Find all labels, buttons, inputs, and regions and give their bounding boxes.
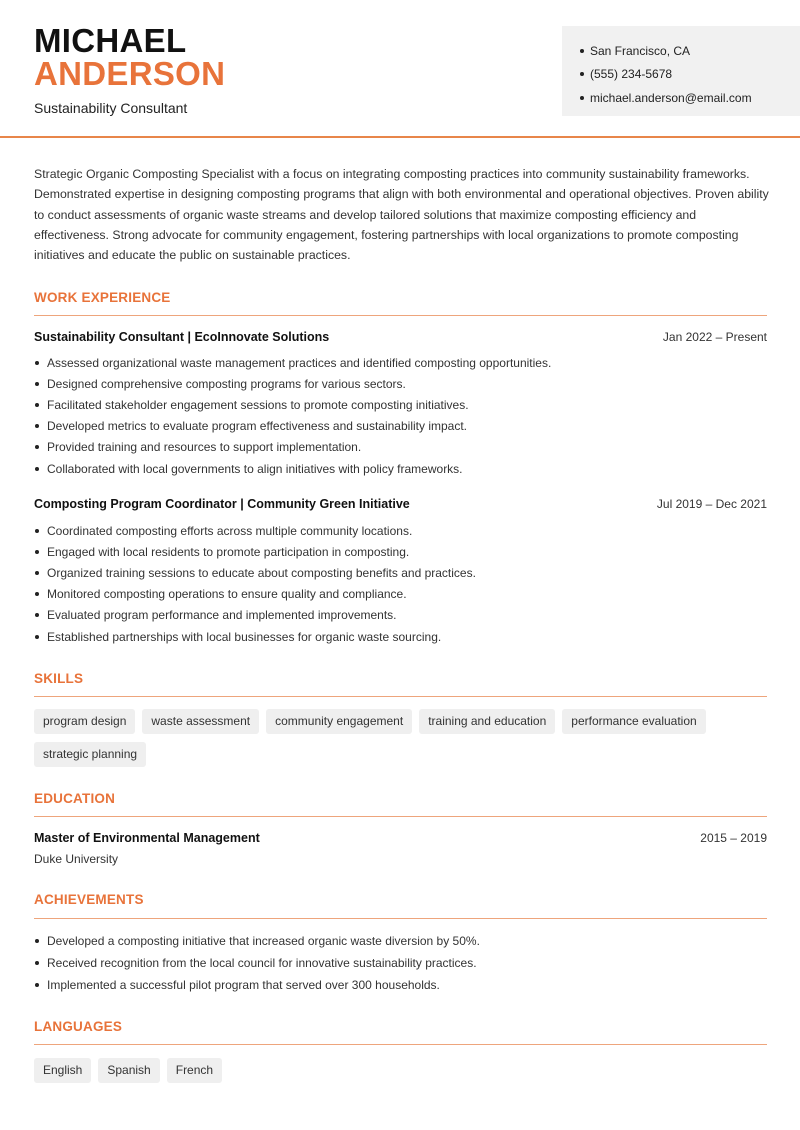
bullet-icon <box>580 49 584 53</box>
education-dates: 2015 – 2019 <box>700 831 767 845</box>
bullet-icon <box>35 361 39 365</box>
languages-list <box>34 1058 767 1083</box>
bullet-icon <box>35 592 39 596</box>
section-divider <box>34 315 767 316</box>
list-item: Engaged with local residents to promote participation in composting. <box>34 541 767 562</box>
contact-email <box>580 86 800 110</box>
list-item: Provided training and resources to support implementation. <box>34 437 767 458</box>
bullet-icon <box>35 613 39 617</box>
section-divider <box>34 1044 767 1045</box>
list-item: Organized training sessions to educate about composting benefits and practices. <box>34 562 767 583</box>
list-item: Developed a composting initiative that increased organic waste diversion by 50%. <box>34 930 767 952</box>
skill-chip: training and education <box>419 709 555 734</box>
list-item: Received recognition from the local council for innovative sustainability practices. <box>34 952 767 974</box>
list-item: Designed comprehensive composting programs for various sectors. <box>34 373 767 394</box>
list-item: Monitored composting operations to ensure quality and compliance. <box>34 584 767 605</box>
section-divider <box>34 816 767 817</box>
section-title-skills: SKILLS <box>34 671 84 686</box>
contact-box <box>562 26 800 116</box>
job-bullets <box>34 520 767 647</box>
education-degree: Master of Environmental Management <box>34 831 260 845</box>
bullet-icon <box>35 445 39 449</box>
education-school: Duke University <box>34 852 119 866</box>
contact-phone-text: (555) 234-5678 <box>590 67 673 82</box>
list-item: Collaborated with local governments to align initiatives with policy frameworks. <box>34 458 767 479</box>
resume-header <box>0 0 800 138</box>
job-header <box>34 330 767 344</box>
list-item: Evaluated program performance and implemented improvements. <box>34 605 767 626</box>
job-role: Sustainability Consultant | EcoInnovate Solutions <box>34 330 330 344</box>
skill-chip: strategic planning <box>34 742 146 767</box>
list-item: Assessed organizational waste management practices and identified composting opportunities. <box>34 352 767 373</box>
summary-paragraph: Strategic Organic Composting Specialist with a focus on integrating composting practices into community sustainability frameworks. Demonstrated expertise in designing composting programs that align with both environmental and operational objectives. Proven ability to conduct assessments of organic waste streams and develop tailored solutions that maximize composting efficiency and effectiveness. Strong advocate for community engagement, fostering partnerships with local organizations to promote composting initiatives and educate the public on sustainable practices. <box>34 167 769 263</box>
first-name: MICHAEL <box>34 22 187 59</box>
skill-chip: waste assessment <box>142 709 259 734</box>
bullet-icon <box>35 635 39 639</box>
skill-chip: performance evaluation <box>562 709 705 734</box>
contact-email-text: michael.anderson@email.com <box>590 90 752 105</box>
section-title-achievements: ACHIEVEMENTS <box>34 892 144 907</box>
bullet-icon <box>35 467 39 471</box>
bullet-icon <box>35 382 39 386</box>
bullet-icon <box>35 571 39 575</box>
job-role: Composting Program Coordinator | Community Green Initiative <box>34 497 410 511</box>
job-dates: Jan 2022 – Present <box>662 330 767 344</box>
language-chip: English <box>34 1058 91 1083</box>
language-chip: Spanish <box>98 1058 159 1083</box>
bullet-icon <box>580 72 584 76</box>
list-item: Facilitated stakeholder engagement sessions to promote composting initiatives. <box>34 394 767 415</box>
job-header <box>34 497 767 511</box>
bullet-icon <box>35 403 39 407</box>
contact-phone <box>580 63 800 87</box>
bullet-icon <box>35 939 39 943</box>
section-title-education: EDUCATION <box>34 791 116 806</box>
contact-location-text: San Francisco, CA <box>590 43 691 58</box>
skills-list <box>34 709 767 767</box>
list-item: Coordinated composting efforts across multiple community locations. <box>34 520 767 541</box>
job-dates: Jul 2019 – Dec 2021 <box>656 497 767 511</box>
section-divider <box>34 696 767 697</box>
list-item: Established partnerships with local businesses for organic waste sourcing. <box>34 626 767 647</box>
bullet-icon <box>35 550 39 554</box>
job-title: Sustainability Consultant <box>34 100 188 116</box>
section-divider <box>34 918 767 919</box>
list-item: Implemented a successful pilot program that served over 300 households. <box>34 974 767 996</box>
bullet-icon <box>580 96 584 100</box>
last-name: ANDERSON <box>34 55 226 92</box>
bullet-icon <box>35 424 39 428</box>
skill-chip: community engagement <box>266 709 412 734</box>
bullet-icon <box>35 961 39 965</box>
bullet-icon <box>35 983 39 987</box>
skill-chip: program design <box>34 709 135 734</box>
section-title-languages: LANGUAGES <box>34 1019 123 1034</box>
contact-location <box>580 39 800 63</box>
achievements-list <box>34 930 767 996</box>
language-chip: French <box>167 1058 222 1083</box>
list-item: Developed metrics to evaluate program effectiveness and sustainability impact. <box>34 416 767 437</box>
bullet-icon <box>35 529 39 533</box>
job-bullets <box>34 352 767 479</box>
section-title-work: WORK EXPERIENCE <box>34 290 171 305</box>
